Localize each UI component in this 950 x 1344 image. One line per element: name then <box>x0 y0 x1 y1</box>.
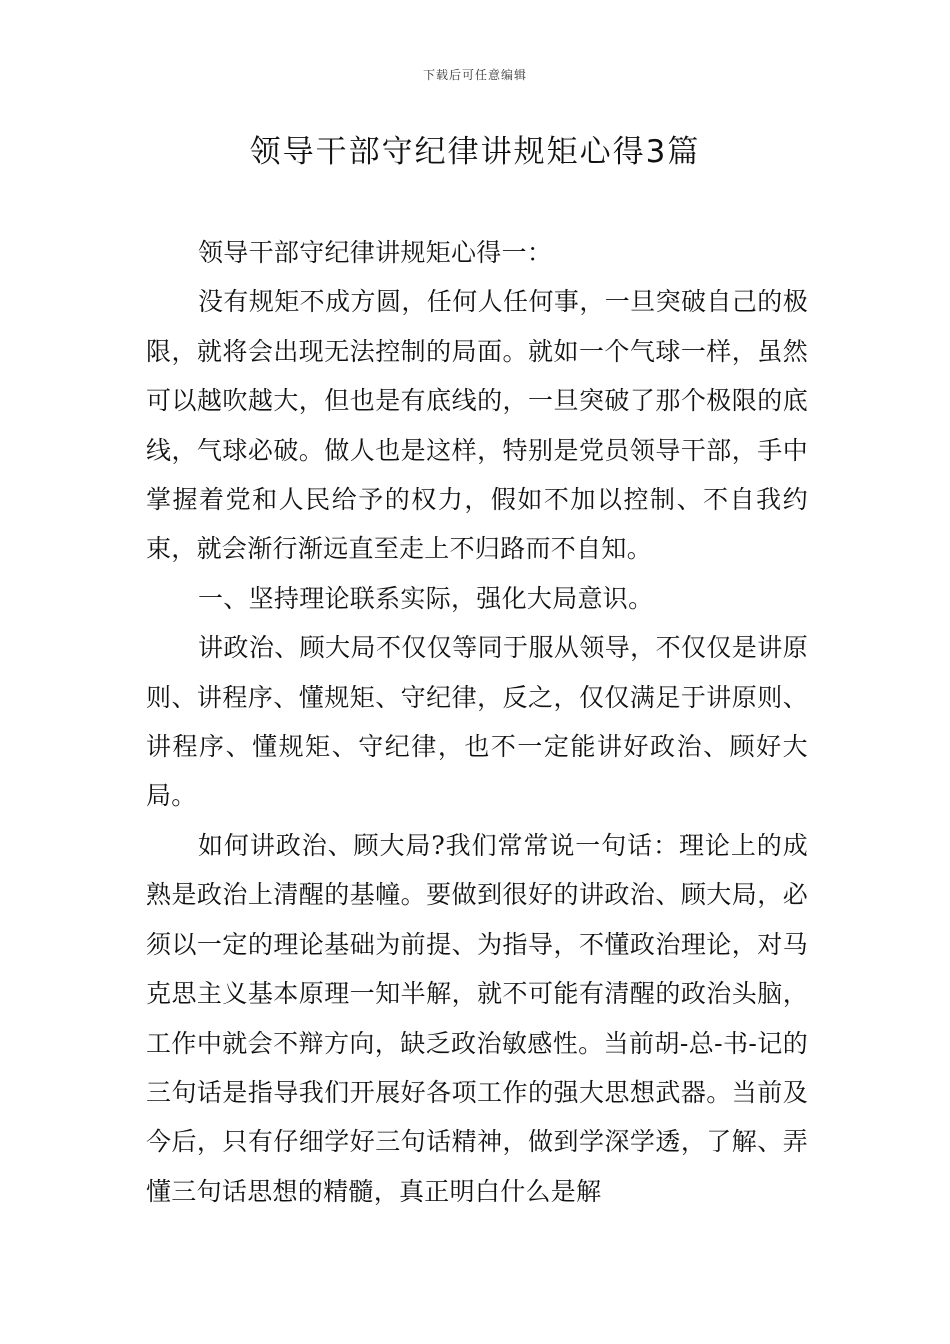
paragraph: 没有规矩不成方圆，任何人任何事，一旦突破自己的极限，就将会出现无法控制的局面。就如一个气球一样，虽然可以越吹越大，但也是有底线的，一旦突破了那个极限的底线，气球必破。做人也是这样，特别是党员领导干部，手中掌握着党和人民给予的权力，假如不加以控制、不自我约束，就会渐行渐远直至走上不归路而不自知。 <box>146 287 808 564</box>
document-title: 领导干部守纪律讲规矩心得3篇 <box>249 134 701 170</box>
document-body <box>146 228 808 1216</box>
header-note: 下载后可任意编辑 <box>422 68 527 82</box>
subsection-heading: 一、坚持理论联系实际，强化大局意识。 <box>198 583 654 613</box>
paragraph: 如何讲政治、顾大局?我们常常说一句话：理论上的成熟是政治上清醒的基幢。要做到很好的讲政治、顾大局，必须以一定的理论基础为前提、为指导，不懂政治理论，对马克思主义基本原理一知半解，就不可能有清醒的政治头脑，工作中就会不辩方向，缺乏政治敏感性。当前胡-总-书-记的三句话是指导我们开展好各项工作的强大思想武器。当前及今后，只有仔细学好三句话精神，做到学深学透，了解、弄懂三句话思想的精髓，真正明白什么是解 <box>146 830 808 1206</box>
paragraph: 讲政治、顾大局不仅仅等同于服从领导，不仅仅是讲原则、讲程序、懂规矩、守纪律，反之，仅仅满足于讲原则、讲程序、懂规矩、守纪律，也不一定能讲好政治、顾好大局。 <box>146 633 808 811</box>
section-heading: 领导干部守纪律讲规矩心得一： <box>198 238 553 267</box>
